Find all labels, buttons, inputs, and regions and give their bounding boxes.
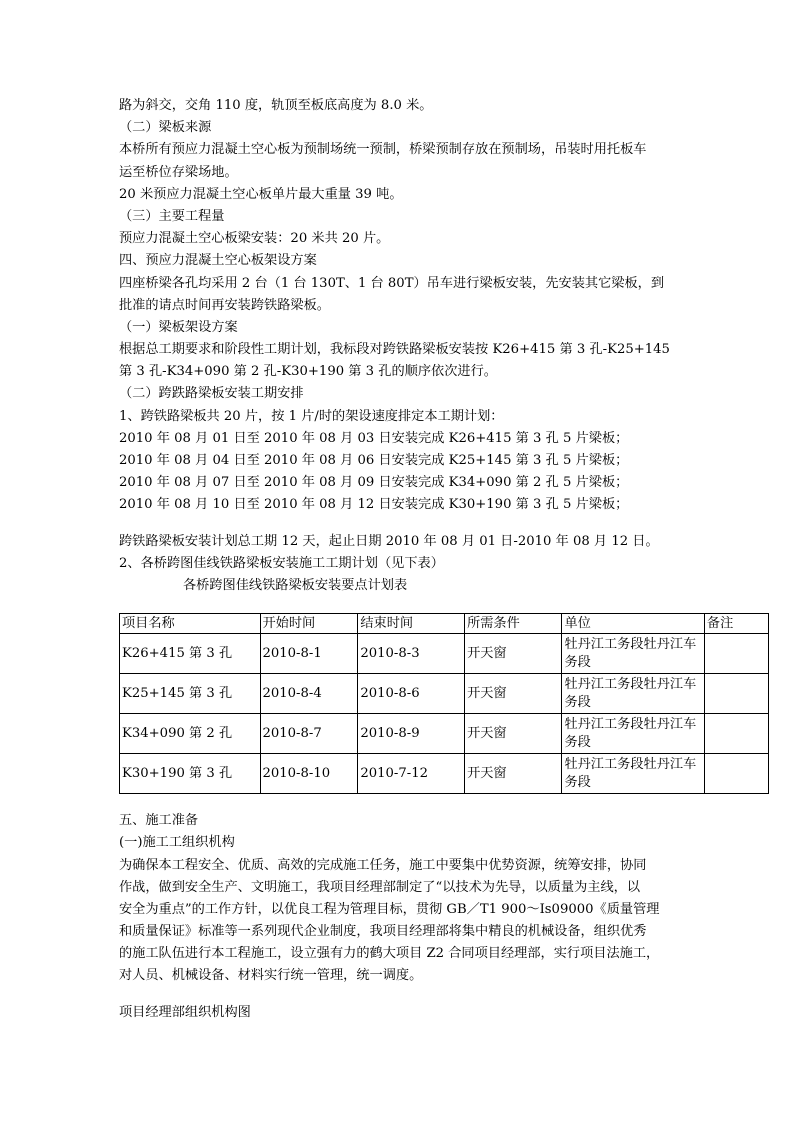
table-header-row <box>120 614 769 634</box>
mid-paragraphs <box>119 531 769 598</box>
text-line: 的施工队伍进行本工程施工，设立强有力的鹤大项目 Z2 合同项目经理部，实行项目法施工， <box>119 946 660 962</box>
table-cell: 2010-8-9 <box>358 714 465 754</box>
section-heading: （三）主要工程量 <box>119 208 225 224</box>
table-header-cell: 备注 <box>704 614 768 634</box>
text-line: 预应力混凝土空心板梁安装：20 米共 20 片。 <box>119 231 390 247</box>
table-cell <box>704 634 768 674</box>
table-header-cell: 单位 <box>562 614 704 634</box>
section-heading: （一）梁板架设方案 <box>119 319 238 335</box>
schedule-line: 2010 年 08 月 07 日至 2010 年 08 月 09 日安装完成 K34+090 第 2 孔 5 片梁板； <box>119 475 629 491</box>
table-cell <box>704 754 768 794</box>
table-cell: K30+190 第 3 孔 <box>120 754 261 794</box>
table-cell: 开天窗 <box>465 634 562 674</box>
section-heading: 四、预应力混凝土空心板架设方案 <box>119 253 317 269</box>
table-row <box>120 674 769 714</box>
table-cell: 开天窗 <box>465 714 562 754</box>
table-header-cell: 所需条件 <box>465 614 562 634</box>
section-heading: （二）跨跌路梁板安装工期安排 <box>119 386 304 402</box>
table-cell: 2010-8-1 <box>260 634 358 674</box>
text-line: 跨铁路梁板安装计划总工期 12 天，起止日期 2010 年 08 月 01 日-2010 年 08 月 12 日。 <box>119 533 659 549</box>
text-line: 1、跨铁路梁板共 20 片，按 1 片/时的架设速度排定本工期计划： <box>119 408 504 424</box>
text-line: 对人员、机械设备、材料实行统一管理，统一调度。 <box>119 968 423 984</box>
table-cell <box>704 674 768 714</box>
schedule-line: 2010 年 08 月 01 日至 2010 年 08 月 03 日安装完成 K26+415 第 3 孔 5 片梁板； <box>119 430 629 446</box>
table-cell: 2010-8-7 <box>260 714 358 754</box>
table-cell <box>704 714 768 754</box>
table-header-cell: 结束时间 <box>358 614 465 634</box>
text-line: 第 3 孔-K34+090 第 2 孔-K30+190 第 3 孔的顺序依次进行。 <box>119 364 497 380</box>
table-cell: 2010-8-10 <box>260 754 358 794</box>
table-cell: 牡丹江工务段牡丹江车务段 <box>562 754 704 794</box>
schedule-line: 2010 年 08 月 10 日至 2010 年 08 月 12 日安装完成 K30+190 第 3 孔 5 片梁板； <box>119 497 629 513</box>
table-cell: 牡丹江工务段牡丹江车务段 <box>562 634 704 674</box>
section-heading: （二）梁板来源 <box>119 120 212 136</box>
table-cell: 开天窗 <box>465 754 562 794</box>
bottom-paragraphs <box>119 810 769 988</box>
org-chart-caption: 项目经理部组织机构图 <box>119 1004 251 1020</box>
table-header-cell: 项目名称 <box>120 614 261 634</box>
document-page <box>119 95 769 1024</box>
table-cell: 2010-8-4 <box>260 674 358 714</box>
blank-line <box>119 988 769 1002</box>
text-line: 作战，做到安全生产、文明施工，我项目经理部制定了“以技术为先导，以质量为主线，以 <box>119 879 641 895</box>
text-line: 为确保本工程安全、优质、高效的完成施工任务，施工中要集中优势资源，统筹安排，协同 <box>119 857 647 873</box>
text-line: 运至桥位存梁场地。 <box>119 164 238 180</box>
table-cell: K25+145 第 3 孔 <box>120 674 261 714</box>
text-line: 安全为重点”的工作方针，以优良工程为管理目标，贯彻 GB／T1 900～Is09000《质量管理 <box>119 901 660 917</box>
table-cell: 2010-8-6 <box>358 674 465 714</box>
table-row <box>120 714 769 754</box>
schedule-line: 2010 年 08 月 04 日至 2010 年 08 月 06 日安装完成 K25+145 第 3 孔 5 片梁板； <box>119 453 629 468</box>
text-line: 和质量保证》标准等一系列现代企业制度，我项目经理部将集中精良的机械设备，组织优秀 <box>119 924 647 940</box>
text-line: 2、各桥跨图佳线铁路梁板安装施工工期计划（见下表） <box>119 555 444 571</box>
table-cell: 开天窗 <box>465 674 562 714</box>
table-row <box>120 634 769 674</box>
top-paragraphs <box>119 95 769 517</box>
text-line: 批准的请点时间再安装跨铁路梁板。 <box>119 297 330 313</box>
table-row <box>120 754 769 794</box>
table-cell: K26+415 第 3 孔 <box>120 634 261 674</box>
table-cell: 2010-7-12 <box>358 754 465 794</box>
text-line: 路为斜交，交角 110 度，轨顶至板底高度为 8.0 米。 <box>119 98 433 113</box>
table-cell: 牡丹江工务段牡丹江车务段 <box>562 674 704 714</box>
table-cell: K34+090 第 2 孔 <box>120 714 261 754</box>
table-cell: 牡丹江工务段牡丹江车务段 <box>562 714 704 754</box>
text-line: 四座桥梁各孔均采用 2 台（1 台 130T、1 台 80T）吊车进行梁板安装，先安装其它梁板，到 <box>119 275 665 291</box>
blank-line <box>119 517 769 531</box>
schedule-table <box>119 613 769 794</box>
table-title: 各桥跨图佳线铁路梁板安装要点计划表 <box>183 577 408 593</box>
table-header-cell: 开始时间 <box>260 614 358 634</box>
section-heading: (一)施工工组织机构 <box>119 835 235 851</box>
text-line: 20 米预应力混凝土空心板单片最大重量 39 吨。 <box>119 186 403 202</box>
text-line: 本桥所有预应力混凝土空心板为预制场统一预制，桥梁预制存放在预制场，吊装时用托板车 <box>119 142 647 158</box>
text-line: 根据总工期要求和阶段性工期计划，我标段对跨铁路梁板安装按 K26+415 第 3 孔-K25+145 <box>119 342 670 358</box>
section-heading: 五、施工准备 <box>119 813 199 829</box>
table-cell: 2010-8-3 <box>358 634 465 674</box>
